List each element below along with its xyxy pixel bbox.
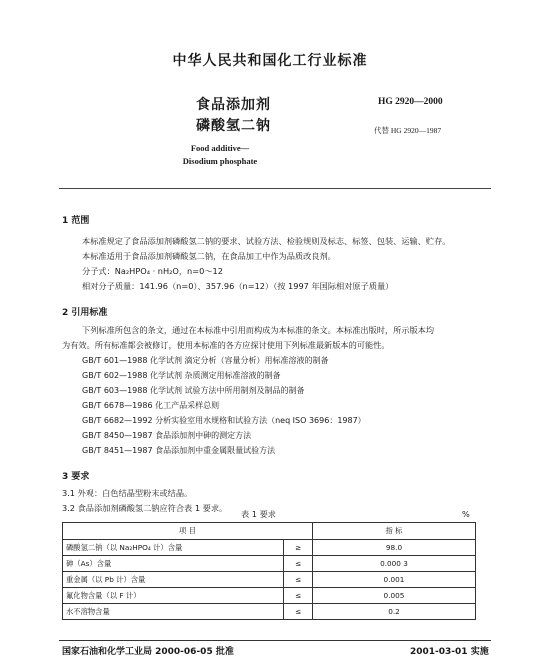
row-operator: ≤ [284, 572, 313, 588]
requirement-appearance: 3.1 外观：白色结晶型粉末或结晶。 [62, 488, 193, 498]
row-value: 0.000 3 [313, 556, 476, 572]
reference-item: GB/T 601—1988 化学试剂 滴定分析（容量分析）用标准溶液的制备 [82, 356, 329, 365]
requirement-table-ref: 3.2 食品添加剂磷酸氢二钠应符合表 1 要求。 [62, 503, 228, 513]
title-divider [59, 188, 491, 189]
row-item: 磷酸氢二钠（以 Na₂HPO₄ 计）含量 [63, 540, 284, 556]
reference-item: GB/T 6682—1992 分析实验室用水规格和试验方法（neq ISO 3696：1987） [82, 416, 366, 425]
section-1-paragraph: 本标准适用于食品添加剂磷酸氢二钠，在食品加工中作为品质改良剂。 [82, 251, 336, 261]
table-header-row [63, 523, 476, 540]
molecular-mass: 相对分子质量：141.96（n=0）、357.96（n=12）（按 1997 年国际相对原子质量） [82, 281, 394, 291]
header-value: 指 标 [313, 523, 476, 540]
table-caption: 表 1 要求 [241, 509, 276, 519]
section-1-paragraph: 本标准规定了食品添加剂磷酸氢二钠的要求、试验方法、检验规则及标志、标签、包装、运输、贮存。 [82, 236, 451, 246]
table-row [63, 588, 476, 604]
table-unit: % [462, 509, 470, 519]
header-item: 项 目 [63, 523, 313, 540]
row-item: 砷（As）含量 [63, 556, 284, 572]
row-item: 重金属（以 Pb 计）含量 [63, 572, 284, 588]
row-value: 0.005 [313, 588, 476, 604]
title-en-line1: Food additive— [190, 143, 250, 153]
section-1-heading: 1 范围 [62, 216, 90, 226]
reference-item: GB/T 8451—1987 食品添加剂中重金属限量试验方法 [82, 446, 276, 455]
footer-divider [59, 640, 491, 641]
row-operator: ≤ [284, 556, 313, 572]
title-cn-line2: 磷酸氢二钠 [196, 118, 271, 134]
title-cn-line1: 食品添加剂 [196, 97, 271, 113]
table-row [63, 540, 476, 556]
reference-item: GB/T 603—1988 化学试剂 试验方法中所用制剂及制品的制备 [82, 386, 305, 395]
row-item: 氟化物含量（以 F 计） [63, 588, 284, 604]
section-2-heading: 2 引用标准 [62, 308, 108, 318]
standard-number: HG 2920—2000 [378, 97, 443, 107]
section-2-paragraph: 下列标准所包含的条文，通过在本标准中引用而构成为本标准的条文。本标准出版时，所示版本均 [82, 325, 435, 335]
reference-item: GB/T 6678—1986 化工产品采样总则 [82, 401, 220, 410]
row-operator: ≤ [284, 588, 313, 604]
standard-header: 中华人民共和国化工行业标准 [172, 53, 368, 69]
row-value: 0.2 [313, 604, 476, 620]
molecular-formula: 分子式：Na₂HPO₄ · nH₂O，n=0～12 [82, 266, 223, 276]
replaces-standard: 代替 HG 2920—1987 [374, 126, 442, 135]
section-3-heading: 3 要求 [62, 472, 90, 482]
reference-item: GB/T 602—1988 化学试剂 杂质测定用标准溶液的制备 [82, 371, 281, 380]
row-value: 98.0 [313, 540, 476, 556]
row-item: 水不溶物含量 [63, 604, 284, 620]
row-value: 0.001 [313, 572, 476, 588]
reference-item: GB/T 8450—1987 食品添加剂中砷的测定方法 [82, 431, 252, 440]
row-operator: ≤ [284, 604, 313, 620]
requirements-table [62, 522, 476, 620]
effective-date: 2001-03-01 实施 [410, 647, 489, 657]
table-row [63, 604, 476, 620]
section-2-paragraph: 为有效。所有标准都会被修订，使用本标准的各方应探讨使用下列标准最新版本的可能性。 [62, 340, 390, 350]
row-operator: ≥ [284, 540, 313, 556]
title-en-line2: Disodium phosphate [182, 156, 258, 166]
table-row [63, 556, 476, 572]
table-row [63, 572, 476, 588]
approval-note: 国家石油和化学工业局 2000-06-05 批准 [62, 647, 234, 657]
